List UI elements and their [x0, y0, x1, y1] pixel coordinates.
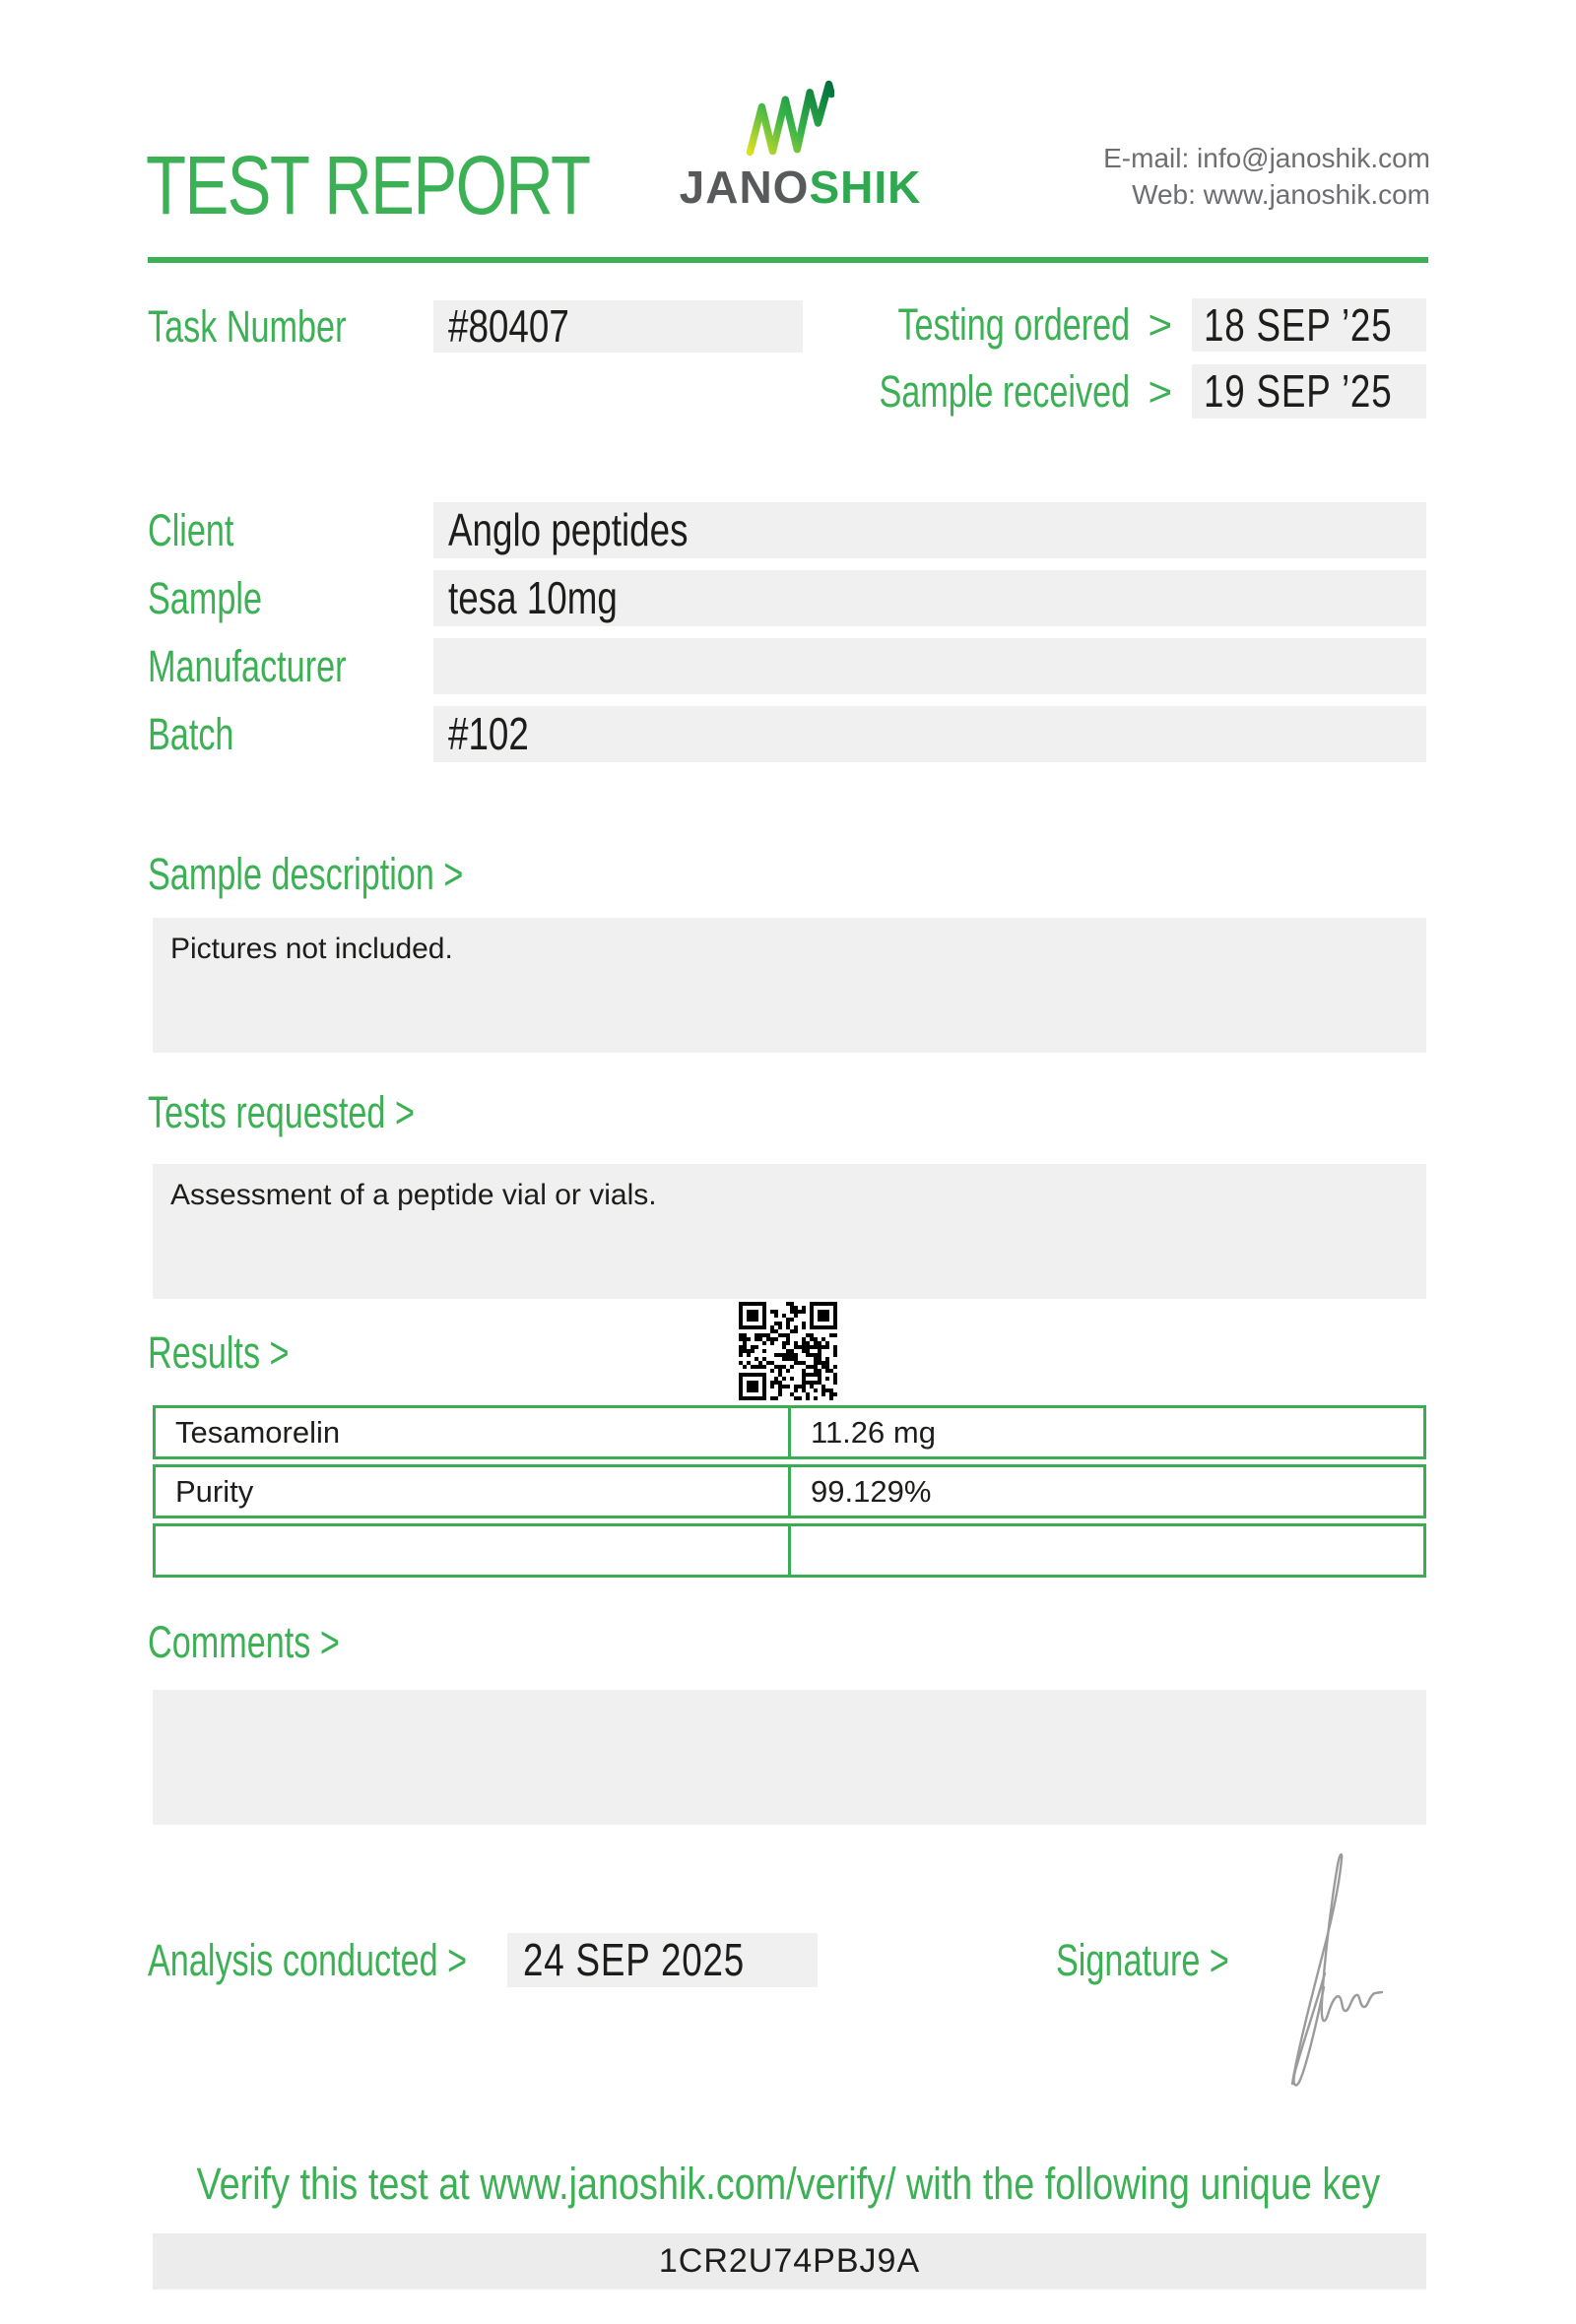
sample-received-row — [800, 364, 1426, 419]
logo-word-green: SHIK — [809, 161, 922, 213]
web-line: Web: www.janoshik.com — [1132, 179, 1430, 210]
manufacturer-row — [148, 638, 1426, 694]
task-number-value: #80407 — [433, 300, 803, 353]
arrow-icon: > — [1148, 301, 1172, 348]
results-table — [153, 1405, 1426, 1582]
testing-ordered-row — [824, 298, 1426, 352]
page-title: TEST REPORT — [146, 139, 590, 231]
tests-requested-box: Assessment of a peptide vial or vials. — [153, 1164, 1426, 1299]
manufacturer-label: Manufacturer — [148, 640, 347, 691]
batch-value: #102 — [433, 706, 1426, 762]
result-name-cell: Tesamorelin — [153, 1405, 791, 1459]
analysis-date-value: 24 SEP 2025 — [507, 1933, 818, 1987]
contact-block — [1103, 140, 1430, 213]
signature-label: Signature > — [1056, 1935, 1229, 1985]
sample-received-label: Sample received — [879, 365, 1131, 417]
sample-received-value: 19 SEP ’25 — [1192, 364, 1426, 419]
sample-row — [148, 570, 1426, 626]
tests-requested-heading: Tests requested > — [148, 1087, 415, 1137]
comments-heading: Comments > — [148, 1617, 340, 1667]
sample-label: Sample — [148, 572, 262, 623]
result-name-cell — [153, 1523, 791, 1578]
results-heading: Results > — [148, 1327, 290, 1378]
result-name-cell: Purity — [153, 1464, 791, 1518]
table-row — [153, 1523, 1426, 1578]
sample-value: tesa 10mg — [433, 570, 1426, 626]
batch-row — [148, 706, 1426, 762]
verify-key-box — [153, 2233, 1426, 2290]
arrow-icon: > — [1148, 367, 1172, 415]
header-divider — [148, 257, 1428, 263]
janoshik-logo — [675, 79, 926, 211]
task-number-label: Task Number — [148, 301, 347, 352]
testing-ordered-value: 18 SEP ’25 — [1192, 298, 1426, 352]
client-label: Client — [148, 504, 234, 555]
result-value-cell: 11.26 mg — [788, 1405, 1426, 1459]
sample-description-box: Pictures not included. — [153, 918, 1426, 1053]
email-line: E-mail: info@janoshik.com — [1103, 143, 1430, 173]
logo-wordmark — [675, 163, 926, 211]
logo-word-dark: JANO — [679, 161, 810, 213]
batch-label: Batch — [148, 708, 234, 759]
comments-box — [153, 1690, 1426, 1825]
analysis-conducted-label: Analysis conducted > — [148, 1935, 468, 1985]
result-value-cell — [788, 1523, 1426, 1578]
client-value: Anglo peptides — [433, 502, 1426, 558]
sample-description-heading: Sample description > — [148, 849, 464, 899]
verify-key: 1CR2U74PBJ9A — [658, 2242, 921, 2280]
signature-image — [1269, 1847, 1387, 2094]
testing-ordered-label: Testing ordered — [897, 299, 1131, 350]
trend-chart-icon — [744, 79, 834, 158]
table-row — [153, 1464, 1426, 1518]
qr-code — [739, 1302, 837, 1400]
client-row — [148, 502, 1426, 558]
table-row — [153, 1405, 1426, 1459]
verify-instructions: Verify this test at www.janoshik.com/verify/ with the following unique key — [196, 2159, 1380, 2209]
result-value-cell: 99.129% — [788, 1464, 1426, 1518]
manufacturer-value — [433, 638, 1426, 694]
